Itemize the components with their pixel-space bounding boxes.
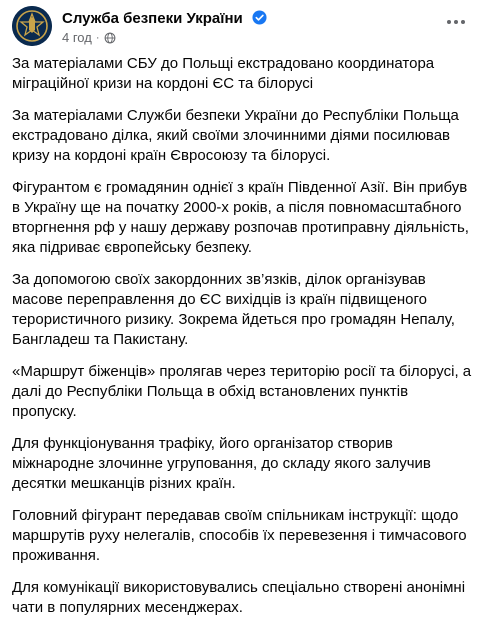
post-paragraph: За матеріалами СБУ до Польщі екстрадовано координатора міграційної кризи на кордоні ЄС та білорусі bbox=[12, 55, 435, 92]
sbu-emblem-icon bbox=[12, 6, 52, 46]
post-paragraph: За матеріалами Служби безпеки України до Республіки Польща екстрадовано ділка, який своїми злочинними діями посилював кризу на кордоні країн Євросоюзу та білорусі. bbox=[12, 107, 459, 164]
post-paragraph: Фігурантом є громадянин однієї з країн Південної Азії. Він прибув в Україну ще на початку 2000-х років, а після повномасштабного вторгнення рф у нашу державу розпочав протиправну діяльність, яка підриває європейську безпеку. bbox=[12, 179, 469, 256]
more-dot bbox=[447, 20, 451, 24]
page-name[interactable]: Служба безпеки України bbox=[62, 10, 243, 27]
globe-icon[interactable] bbox=[104, 32, 116, 44]
post-paragraph: Для комунікації використовувались спеціально створені анонімні чати в популярних месенджерах. bbox=[12, 579, 466, 616]
post-body bbox=[12, 54, 472, 630]
more-dot bbox=[461, 20, 465, 24]
more-options-icon[interactable] bbox=[442, 10, 470, 34]
post-paragraph: «Маршрут біженців» пролягав через територію росії та білорусі, а далі до Республіки Польща в обхід встановлених пунктів пропуску. bbox=[12, 363, 472, 420]
post-paragraph: За допомогою своїх закордонних зв’язків, ділок організував масове переправлення до ЄС вихідців із країн підвищеного терористичного ризику. Зокрема йдеться про громадян Непалу, Бангладеш та Пакистану. bbox=[12, 271, 455, 348]
page-avatar[interactable] bbox=[12, 6, 52, 46]
post-header bbox=[12, 6, 470, 50]
verified-badge-icon bbox=[252, 10, 267, 25]
page-name-link[interactable] bbox=[62, 9, 267, 28]
meta-separator: · bbox=[95, 32, 100, 44]
post-meta bbox=[62, 30, 116, 46]
more-dot bbox=[454, 20, 458, 24]
post-paragraph: Для функціонування трафіку, його організатор створив міжнародне злочинне угруповання, до складу якого залучив десятки мешканців різних країн. bbox=[12, 435, 431, 492]
post-timestamp[interactable]: 4 год bbox=[62, 30, 92, 45]
post-paragraph: Головний фігурант передавав своїм спільникам інструкції: щодо маршрутів руху нелегалів, способів їх перевезення і тимчасового проживання. bbox=[12, 507, 467, 564]
